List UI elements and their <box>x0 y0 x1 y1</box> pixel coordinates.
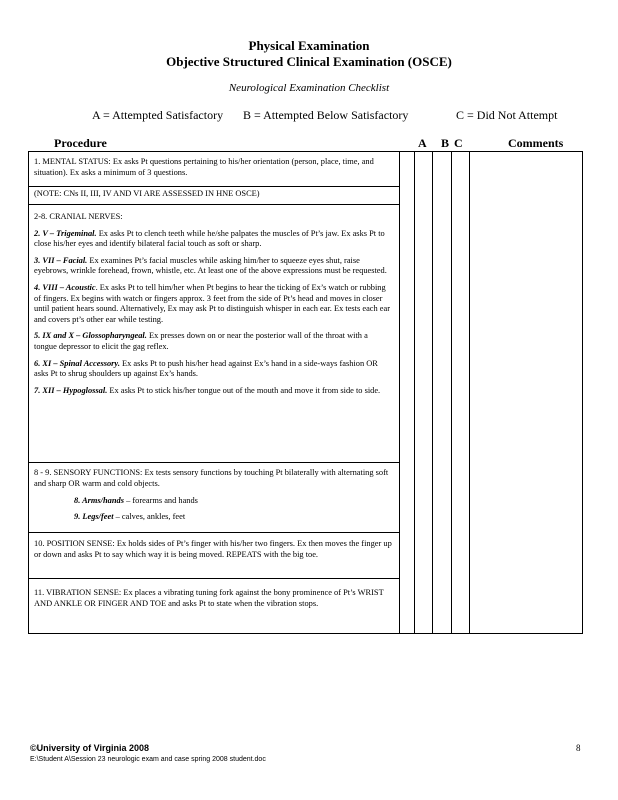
cn-xi-label: 6. XI – Spinal Accessory. <box>34 358 120 368</box>
cn-viii-text: . Ex asks Pt to tell him/her when Pt begins to hear the ticking of Ex’s watch or rubbing of fingers. Ex begins with watch or fingers approx. 3 feet from the side of Pt’s head and moves in closer until patient hears sound. Alternatively, Ex may ask Pt to distinguish whisper in each ear. Ex tests each ear and covers pt’s other ear while testing. <box>34 282 391 324</box>
mental-status-text: 1. MENTAL STATUS: Ex asks Pt questions pertaining to his/her orientation (person, place, time, and situation). Ex asks a minimum of 3 questions. <box>34 157 374 177</box>
position-sense-text: 10. POSITION SENSE: Ex holds sides of Pt’s finger with his/her two fingers. Ex then moves the finger up or down and asks Pt to say which way it is being moved. REPEATS with the big toe. <box>34 539 392 559</box>
arms-item <box>34 496 392 507</box>
column-header-a: A <box>418 136 427 150</box>
cn-ix-item <box>34 331 392 352</box>
legs-label: 9. Legs/feet <box>74 511 114 521</box>
cn-xii-label: 7. XII – Hypoglossal. <box>34 385 108 395</box>
column-header-c: C <box>454 136 463 150</box>
row-divider <box>28 462 400 463</box>
cn-vii-text: Ex examines Pt’s facial muscles while asking him/her to squeeze eyes shut, raise eyebrows, wrinkle forehead, frown, whistle, etc. At least one of the above expressions must be requested. <box>34 255 387 276</box>
row-sensory <box>34 468 392 522</box>
column-divider <box>451 151 452 634</box>
cn-v-text: Ex asks Pt to clench teeth while he/she palpates the muscles of Pt’s jaw. Ex asks Pt to close his/her eyes and identify bilateral facial touch as soft or sharp. <box>34 228 385 249</box>
arms-text: – forearms and hands <box>123 496 198 506</box>
note-text: (NOTE: CNs II, III, IV AND VI ARE ASSESSED IN HNE OSCE) <box>34 189 260 198</box>
row-mental-status <box>34 157 392 178</box>
row-note <box>34 189 392 200</box>
cn-xi-item <box>34 359 392 380</box>
footer-copyright: ©University of Virginia 2008 <box>30 743 150 753</box>
page-subtitle: Objective Structured Clinical Examination (OSCE) <box>166 54 452 69</box>
footer-file-path: E:\Student A\Session 23 neurologic exam and case spring 2008 student.doc <box>30 756 266 763</box>
cn-ix-text: Ex presses down on or near the posterior wall of the throat with a tongue depressor to elicit the gag reflex. <box>34 331 368 351</box>
legend-b: B = Attempted Below Satisfactory <box>243 108 409 122</box>
cn-vii-label: 3. VII – Facial. <box>34 255 88 265</box>
cn-xi-text: Ex asks Pt to push his/her head against Ex’s hand in a side-ways fashion OR asks Pt to shrug shoulders up against Ex’s hands. <box>34 358 378 379</box>
cn-v-item <box>34 229 392 250</box>
column-header-procedure: Procedure <box>54 136 107 150</box>
cranial-nerves-heading: 2-8. CRANIAL NERVES: <box>34 212 123 221</box>
row-divider <box>28 532 400 533</box>
page-title: Physical Examination <box>248 38 370 53</box>
row-divider <box>28 186 400 187</box>
row-divider <box>28 204 400 205</box>
cn-ix-label: 5. IX and X – Glossopharyngeal. <box>34 331 147 341</box>
column-header-b: B <box>441 136 450 150</box>
column-divider <box>432 151 433 634</box>
column-divider <box>399 151 400 634</box>
row-vibration-sense <box>34 588 392 609</box>
column-header-comments: Comments <box>508 136 564 150</box>
vibration-sense-text: 11. VIBRATION SENSE: Ex places a vibrating tuning fork against the bony prominence of Pt’s WRIST AND ANKLE OR FINGER AND TOE and asks Pt to state when the vibration stops. <box>34 588 384 608</box>
cn-xii-item <box>34 386 392 397</box>
sensory-text: 8 - 9. SENSORY FUNCTIONS: Ex tests sensory functions by touching Pt bilaterally with alternating soft and sharp OR warm and cold objects. <box>34 468 389 488</box>
legend-a: A = Attempted Satisfactory <box>92 108 224 122</box>
cn-xii-text: Ex asks Pt to stick his/her tongue out of the mouth and move it from side to side. <box>107 385 381 395</box>
column-divider <box>469 151 470 634</box>
legend-c: C = Did Not Attempt <box>456 108 558 122</box>
checklist-title: Neurological Examination Checklist <box>228 82 390 94</box>
cn-viii-label: 4. VIII – Acoustic <box>34 282 96 292</box>
legs-text: – calves, ankles, feet <box>113 511 186 521</box>
cn-viii-item <box>34 283 392 325</box>
page-number: 8 <box>576 743 581 753</box>
row-position-sense <box>34 539 392 560</box>
row-cranial-nerves <box>34 212 392 396</box>
column-divider <box>414 151 415 634</box>
cn-vii-item <box>34 256 392 277</box>
row-divider <box>28 578 400 579</box>
legs-item <box>34 512 392 523</box>
arms-label: 8. Arms/hands <box>74 496 124 506</box>
cn-v-label: 2. V – Trigeminal. <box>34 228 97 238</box>
